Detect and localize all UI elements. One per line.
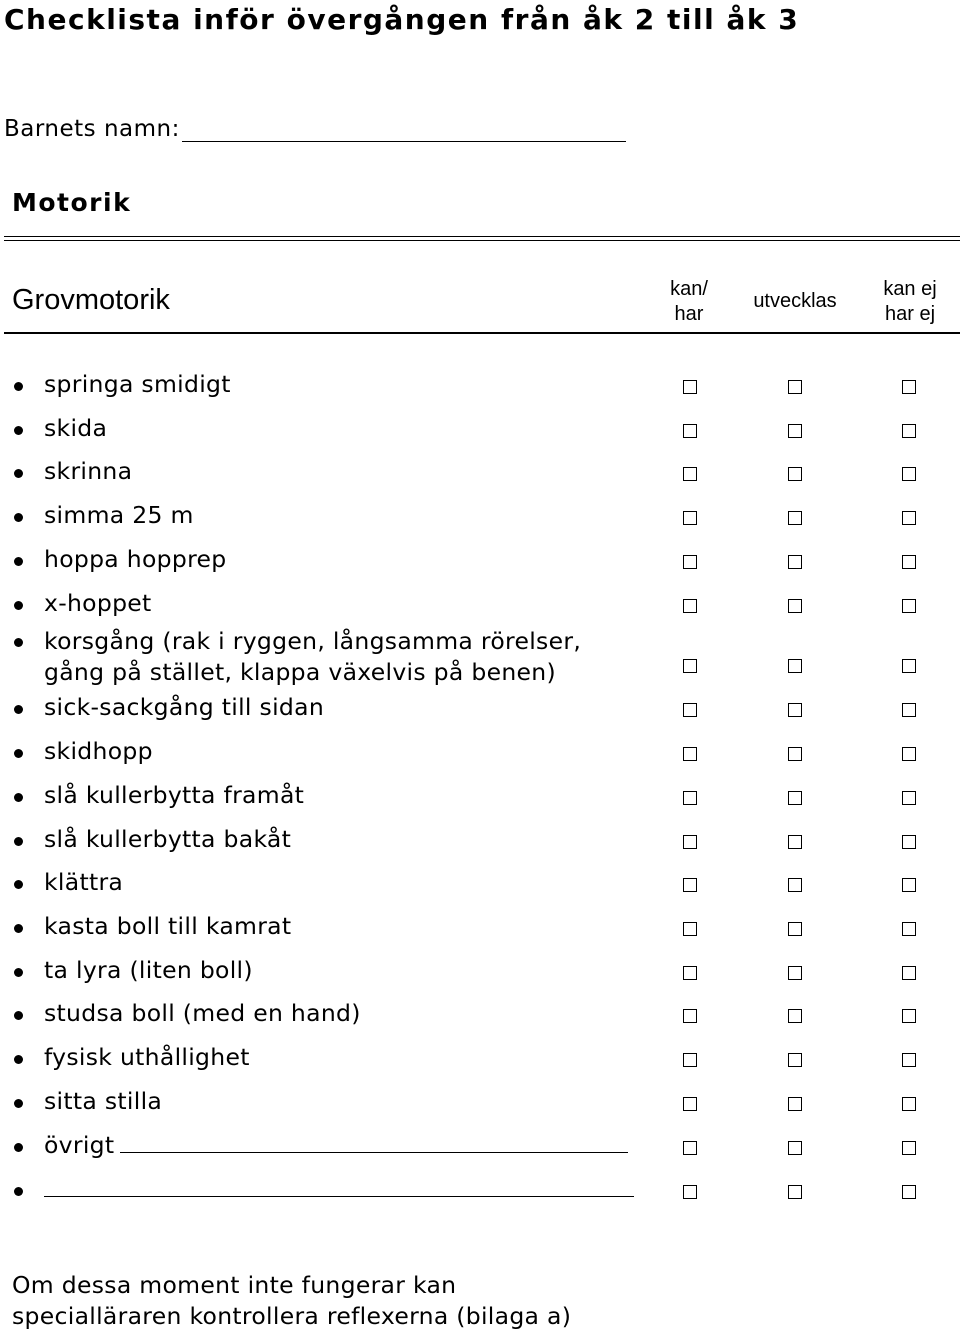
item-label xyxy=(44,1131,628,1159)
bullet-icon xyxy=(14,749,23,758)
checkbox-kan-har[interactable] xyxy=(683,424,697,438)
checkbox-utvecklas[interactable] xyxy=(788,380,802,394)
bullet-icon xyxy=(14,837,23,846)
bullet-icon xyxy=(14,601,23,610)
checkbox-kan-ej[interactable] xyxy=(902,1185,916,1199)
item-label xyxy=(44,999,361,1027)
checkbox-utvecklas[interactable] xyxy=(788,791,802,805)
item-text: skida xyxy=(44,414,108,442)
item-label xyxy=(44,501,194,529)
checkbox-kan-har[interactable] xyxy=(683,966,697,980)
checklist-row xyxy=(0,1175,960,1207)
item-label xyxy=(44,1087,162,1115)
checkbox-utvecklas[interactable] xyxy=(788,1141,802,1155)
checkbox-utvecklas[interactable] xyxy=(788,703,802,717)
checklist-row xyxy=(0,589,960,621)
bullet-icon xyxy=(14,557,23,566)
item-text: simma 25 m xyxy=(44,501,194,529)
checklist-row xyxy=(0,737,960,769)
checkbox-utvecklas[interactable] xyxy=(788,599,802,613)
bullet-icon xyxy=(14,924,23,933)
checklist-row xyxy=(0,457,960,489)
checkbox-kan-ej[interactable] xyxy=(902,1053,916,1067)
checklist-row xyxy=(0,912,960,944)
item-text: ta lyra (liten boll) xyxy=(44,956,253,984)
bullet-icon xyxy=(14,1143,23,1152)
checklist-row xyxy=(0,626,960,688)
checkbox-utvecklas[interactable] xyxy=(788,1053,802,1067)
name-field-row xyxy=(4,115,626,142)
bullet-icon xyxy=(14,513,23,522)
checkbox-utvecklas[interactable] xyxy=(788,747,802,761)
checkbox-kan-har[interactable] xyxy=(683,1097,697,1111)
item-text: korsgång (rak i ryggen, långsamma rörelser, xyxy=(44,627,582,655)
item-label xyxy=(44,545,227,573)
checkbox-kan-ej[interactable] xyxy=(902,380,916,394)
item-label xyxy=(44,370,231,398)
checklist-row xyxy=(0,370,960,402)
column-header-kan-har: kan/ har xyxy=(670,278,708,325)
checkbox-utvecklas[interactable] xyxy=(788,835,802,849)
blank-line[interactable] xyxy=(44,1176,634,1197)
checklist-row xyxy=(0,868,960,900)
checkbox-utvecklas[interactable] xyxy=(788,424,802,438)
name-input-line[interactable] xyxy=(182,115,626,142)
checkbox-kan-ej[interactable] xyxy=(902,1141,916,1155)
bullet-icon xyxy=(14,1055,23,1064)
item-label xyxy=(44,626,581,688)
item-label xyxy=(44,956,253,984)
item-text: sick-sackgång till sidan xyxy=(44,693,325,721)
page-title: Checklista inför övergången från åk 2 till åk 3 xyxy=(4,3,800,36)
checklist-row xyxy=(0,825,960,857)
checkbox-kan-ej[interactable] xyxy=(902,1009,916,1023)
checkbox-kan-ej[interactable] xyxy=(902,791,916,805)
item-label xyxy=(44,737,153,765)
checklist-row xyxy=(0,1131,960,1163)
item-label xyxy=(44,825,291,853)
checkbox-kan-har[interactable] xyxy=(683,1185,697,1199)
item-text: klättra xyxy=(44,868,124,896)
checkbox-kan-ej[interactable] xyxy=(902,659,916,673)
bullet-icon xyxy=(14,1099,23,1108)
bullet-icon xyxy=(14,382,23,391)
item-label xyxy=(44,868,123,896)
subsection-title: Grovmotorik xyxy=(12,284,170,316)
section-title: Motorik xyxy=(12,188,132,217)
checkbox-utvecklas[interactable] xyxy=(788,467,802,481)
item-text: studsa boll (med en hand) xyxy=(44,999,361,1027)
bullet-icon xyxy=(14,793,23,802)
bullet-icon xyxy=(14,638,23,647)
checkbox-kan-ej[interactable] xyxy=(902,467,916,481)
item-label xyxy=(44,414,107,442)
checklist-row xyxy=(0,501,960,533)
item-label xyxy=(44,781,304,809)
checkbox-kan-har[interactable] xyxy=(683,599,697,613)
item-text: hoppa hopprep xyxy=(44,545,227,573)
checkbox-kan-ej[interactable] xyxy=(902,747,916,761)
checkbox-utvecklas[interactable] xyxy=(788,1097,802,1111)
item-label xyxy=(44,693,324,721)
checklist-row xyxy=(0,414,960,446)
checkbox-kan-har[interactable] xyxy=(683,555,697,569)
checkbox-kan-ej[interactable] xyxy=(902,835,916,849)
header-divider xyxy=(4,332,960,334)
item-text: slå kullerbytta framåt xyxy=(44,781,305,809)
item-text: slå kullerbytta bakåt xyxy=(44,825,292,853)
checkbox-utvecklas[interactable] xyxy=(788,1009,802,1023)
checkbox-kan-har[interactable] xyxy=(683,747,697,761)
checkbox-utvecklas[interactable] xyxy=(788,659,802,673)
checkbox-kan-har[interactable] xyxy=(683,467,697,481)
item-text: fysisk uthållighet xyxy=(44,1043,250,1071)
checkbox-kan-har[interactable] xyxy=(683,1053,697,1067)
checkbox-kan-ej[interactable] xyxy=(902,922,916,936)
name-label: Barnets namn: xyxy=(4,116,180,142)
column-header-kan-ej: kan ej har ej xyxy=(883,278,937,325)
checklist-row xyxy=(0,545,960,577)
item-text-line2: gång på stället, klappa växelvis på benen) xyxy=(44,658,556,686)
checkbox-kan-har[interactable] xyxy=(683,922,697,936)
bullet-icon xyxy=(14,469,23,478)
checkbox-utvecklas[interactable] xyxy=(788,966,802,980)
item-label xyxy=(44,1043,250,1071)
bullet-icon xyxy=(14,1011,23,1020)
checkbox-utvecklas[interactable] xyxy=(788,922,802,936)
item-text: kasta boll till kamrat xyxy=(44,912,292,940)
bullet-icon xyxy=(14,968,23,977)
checkbox-kan-har[interactable] xyxy=(683,878,697,892)
checkbox-kan-har[interactable] xyxy=(683,1141,697,1155)
checkbox-kan-ej[interactable] xyxy=(902,703,916,717)
bullet-icon xyxy=(14,1187,23,1196)
item-label xyxy=(44,457,132,485)
bullet-icon xyxy=(14,426,23,435)
checkbox-kan-ej[interactable] xyxy=(902,424,916,438)
bullet-icon xyxy=(14,880,23,889)
checkbox-utvecklas[interactable] xyxy=(788,511,802,525)
column-header-utvecklas: utvecklas xyxy=(753,290,837,312)
checkbox-kan-ej[interactable] xyxy=(902,599,916,613)
footer-note: Om dessa moment inte fungerar kan specialläraren kontrollera reflexerna (bilaga a) xyxy=(12,1271,572,1330)
item-text: skrinna xyxy=(44,457,133,485)
item-label xyxy=(44,912,291,940)
checkbox-kan-har[interactable] xyxy=(683,835,697,849)
checkbox-kan-ej[interactable] xyxy=(902,1097,916,1111)
checkbox-utvecklas[interactable] xyxy=(788,878,802,892)
checkbox-kan-ej[interactable] xyxy=(902,555,916,569)
blank-line[interactable] xyxy=(120,1132,628,1153)
checkbox-utvecklas[interactable] xyxy=(788,555,802,569)
checklist-row xyxy=(0,956,960,988)
checklist-row xyxy=(0,1087,960,1119)
section-divider xyxy=(4,236,960,241)
checkbox-kan-har[interactable] xyxy=(683,511,697,525)
checkbox-kan-ej[interactable] xyxy=(902,878,916,892)
item-text: x-hoppet xyxy=(44,589,152,617)
item-label xyxy=(44,589,152,617)
item-text: sitta stilla xyxy=(44,1087,163,1115)
item-text: springa smidigt xyxy=(44,370,231,398)
checkbox-kan-ej[interactable] xyxy=(902,511,916,525)
item-text: övrigt xyxy=(44,1131,115,1159)
checklist-row xyxy=(0,781,960,813)
item-text: skidhopp xyxy=(44,737,153,765)
bullet-icon xyxy=(14,705,23,714)
checkbox-kan-har[interactable] xyxy=(683,703,697,717)
checkbox-kan-ej[interactable] xyxy=(902,966,916,980)
checkbox-kan-har[interactable] xyxy=(683,1009,697,1023)
checkbox-utvecklas[interactable] xyxy=(788,1185,802,1199)
checklist-row xyxy=(0,1043,960,1075)
checklist-row xyxy=(0,693,960,725)
checkbox-kan-har[interactable] xyxy=(683,791,697,805)
checklist-row xyxy=(0,999,960,1031)
item-label xyxy=(44,1175,634,1203)
checkbox-kan-har[interactable] xyxy=(683,659,697,673)
checkbox-kan-har[interactable] xyxy=(683,380,697,394)
